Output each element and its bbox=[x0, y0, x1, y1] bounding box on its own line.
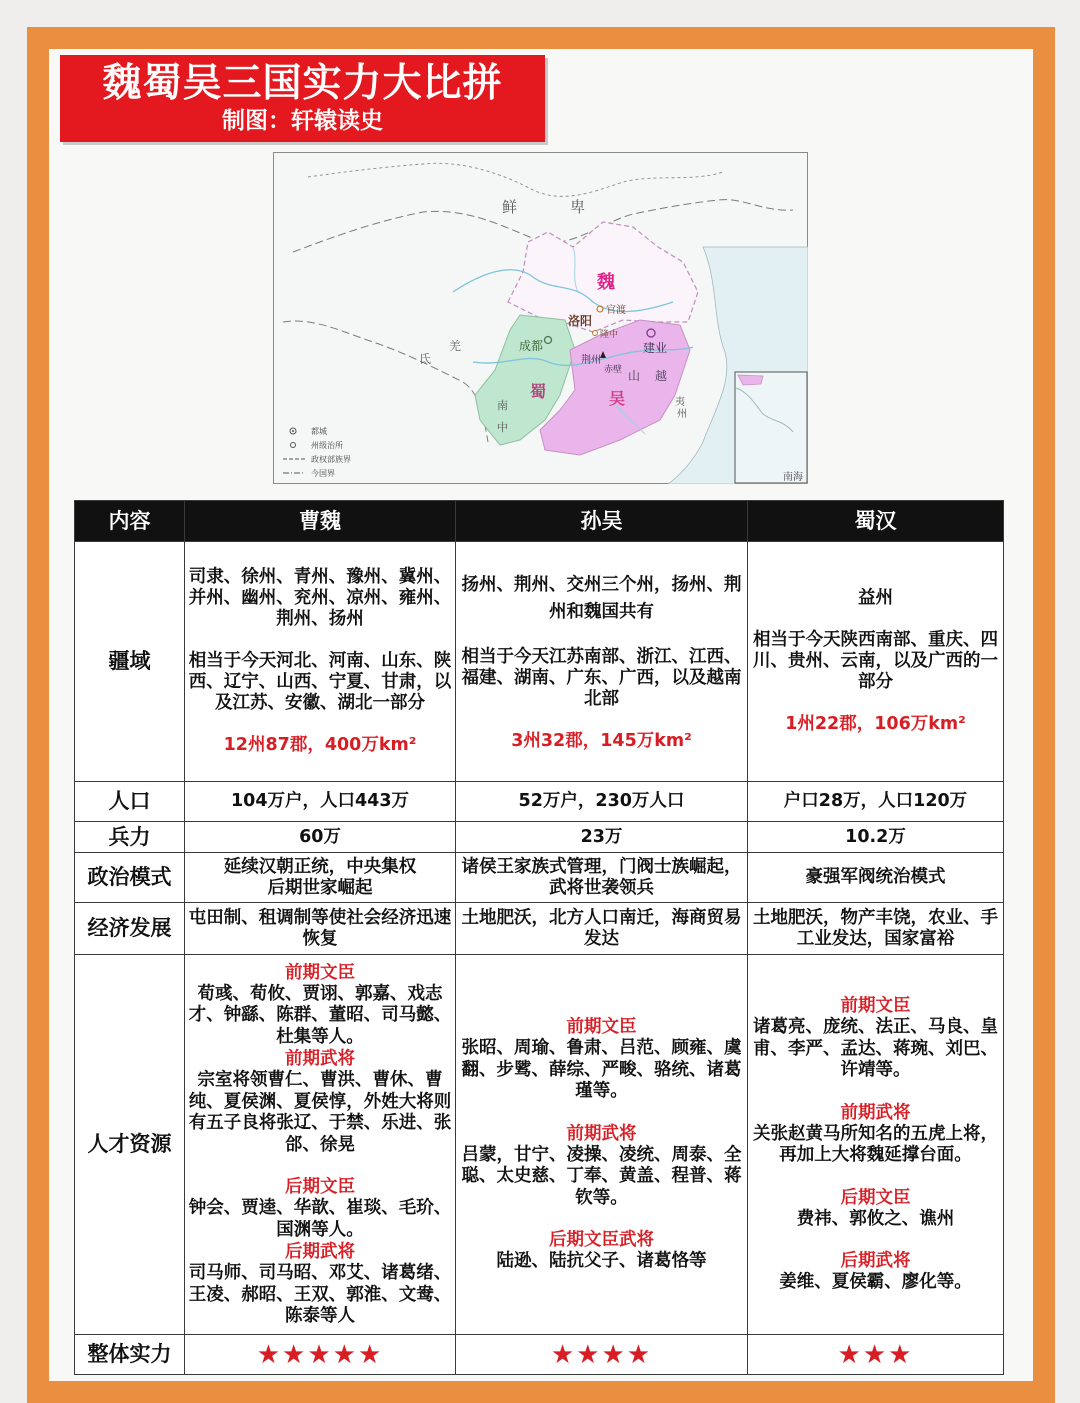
row-label-politics: 政治模式 bbox=[75, 853, 185, 903]
talent-group bbox=[189, 1176, 452, 1241]
talent-group bbox=[497, 1229, 707, 1273]
label-qiang: 羌 bbox=[449, 339, 462, 353]
talent-names: 司马师、司马昭、邓艾、诸葛绪、 王凌、郝昭、王双、郭淮、文鸯、 陈泰等人 bbox=[188, 1263, 452, 1326]
row-economy bbox=[75, 903, 1004, 955]
title-banner bbox=[60, 55, 545, 142]
label-longzhong: 隆中 bbox=[600, 330, 619, 340]
talent-names: 张昭、周瑜、鲁肃、吕范、顾雍、虞 翻、步骘、薛综、严畯、骆统、诸葛 瑾等。 bbox=[461, 1038, 742, 1102]
talent-group bbox=[779, 1250, 972, 1294]
label-di: 氐 bbox=[419, 352, 432, 366]
talent-group bbox=[753, 1102, 998, 1167]
header-wu: 孙吴 bbox=[456, 501, 748, 542]
capital-legend-dot-icon bbox=[292, 430, 294, 432]
talent-heading: 前期武将 bbox=[840, 1102, 911, 1123]
territory-provinces: 益州 bbox=[858, 588, 893, 608]
row-population bbox=[75, 782, 1004, 822]
row-politics bbox=[75, 853, 1004, 903]
cell-politics-shu: 豪强军阀统治模式 bbox=[748, 853, 1004, 903]
cell-population-wu: 52万户，230万人口 bbox=[456, 782, 748, 822]
label-chengdu: 成都 bbox=[519, 339, 544, 353]
row-label-population: 人口 bbox=[75, 782, 185, 822]
row-label-troops: 兵力 bbox=[75, 822, 185, 853]
talent-group bbox=[797, 1187, 955, 1231]
label-guandu: 官渡 bbox=[606, 305, 626, 316]
talent-group bbox=[189, 1048, 452, 1156]
cell-talent-wei bbox=[185, 955, 456, 1335]
cell-overall-shu bbox=[748, 1335, 1004, 1375]
label-yi: 夷 bbox=[675, 397, 685, 408]
talent-names: 荀彧、荀攸、贾诩、郭嘉、戏志 才、钟繇、陈群、董昭、司马懿、 杜集等人。 bbox=[188, 983, 452, 1047]
row-label-territory: 疆域 bbox=[75, 542, 185, 782]
territory-stack bbox=[748, 588, 1003, 735]
row-label-talent: 人才资源 bbox=[75, 955, 185, 1335]
cell-overall-wei bbox=[185, 1335, 456, 1375]
talent-heading: 后期武将 bbox=[285, 1242, 355, 1262]
talent-heading: 前期武将 bbox=[285, 1049, 355, 1069]
legend-capital: 都城 bbox=[311, 427, 327, 436]
cell-troops-wu: 23万 bbox=[456, 822, 748, 853]
legend-modern-border: 今国界 bbox=[311, 469, 335, 478]
label-jingzhou: 荆州 bbox=[581, 355, 601, 366]
talent-heading: 前期文臣 bbox=[285, 962, 355, 983]
talent-names: 姜维、夏侯霸、廖化等。 bbox=[779, 1272, 972, 1293]
talent-heading: 后期文臣武将 bbox=[549, 1230, 654, 1251]
label-shu: 蜀 bbox=[530, 382, 547, 401]
row-territory bbox=[75, 542, 1004, 782]
label-chibi: 赤壁 bbox=[604, 365, 623, 375]
cell-economy-wu: 土地肥沃，北方人口南迁，海商贸易 发达 bbox=[456, 903, 748, 955]
cell-economy-shu: 土地肥沃，物产丰饶，农业、手 工业发达，国家富裕 bbox=[748, 903, 1004, 955]
talent-heading: 前期文臣 bbox=[840, 996, 911, 1017]
label-nan: 南 bbox=[497, 399, 508, 412]
row-label-economy: 经济发展 bbox=[75, 903, 185, 955]
label-xian: 鲜 bbox=[502, 198, 518, 216]
territory-modern: 相当于今天江苏南部、浙江、江西、 福建、湖南、广东、广西，以及越南 北部 bbox=[461, 646, 742, 709]
talent-group bbox=[462, 1016, 742, 1103]
cell-economy-wei: 屯田制、租调制等使社会经济迅速 恢复 bbox=[185, 903, 456, 955]
cell-overall-wu bbox=[456, 1335, 748, 1375]
territory-provinces: 司隶、徐州、青州、豫州、冀州、 并州、幽州、兖州、凉州、雍州、 荆州、扬州 bbox=[188, 567, 452, 629]
talent-names: 关张赵黄马所知名的五虎上将， 再加上大将魏延撑台面。 bbox=[753, 1123, 998, 1166]
cell-politics-wu: 诸侯王家族式管理，门阀士族崛起， 武将世袭领兵 bbox=[456, 853, 748, 903]
page-credit: 制图：轩辕读史 bbox=[222, 107, 383, 134]
cell-troops-shu: 10.2万 bbox=[748, 822, 1004, 853]
label-wei: 魏 bbox=[597, 272, 615, 293]
row-talent bbox=[75, 955, 1004, 1335]
label-nanhai: 南海 bbox=[783, 472, 803, 483]
cell-troops-wei: 60万 bbox=[185, 822, 456, 853]
star-rating: ★★★★ bbox=[550, 1339, 653, 1370]
talent-list bbox=[185, 962, 455, 1328]
talent-group bbox=[462, 1123, 742, 1210]
cell-politics-wei: 延续汉朝正统，中央集权 后期世家崛起 bbox=[185, 853, 456, 903]
legend-regime-border: 政权部族界 bbox=[311, 455, 351, 464]
territory-stats: 3州32郡，145万km² bbox=[511, 730, 692, 751]
label-yue: 越 bbox=[655, 369, 668, 383]
header-content: 内容 bbox=[75, 501, 185, 542]
talent-group bbox=[189, 962, 452, 1049]
cell-territory-wu bbox=[456, 542, 748, 782]
talent-heading: 后期武将 bbox=[840, 1251, 911, 1272]
talent-names: 费祎、郭攸之、谯州 bbox=[796, 1208, 955, 1229]
talent-heading: 后期文臣 bbox=[840, 1187, 911, 1208]
talent-list bbox=[748, 995, 1003, 1294]
map-svg bbox=[273, 152, 808, 484]
territory-stack bbox=[185, 567, 455, 756]
talent-names: 诸葛亮、庞统、法正、马良、皇 甫、李严、孟达、蒋琬、刘巴、 许靖等。 bbox=[753, 1017, 998, 1081]
talent-names: 钟会、贾逵、华歆、崔琰、毛玠、 国渊等人。 bbox=[188, 1198, 452, 1240]
talent-group bbox=[753, 995, 998, 1082]
cell-territory-wei bbox=[185, 542, 456, 782]
talent-names: 宗室将领曹仁、曹洪、曹休、曹 纯、夏侯渊、夏侯惇，外姓大将则 有五子良将张辽、于禁、乐进、张 郃、徐晃 bbox=[188, 1070, 452, 1155]
comparison-table bbox=[74, 500, 1004, 1375]
row-label-overall: 整体实力 bbox=[75, 1335, 185, 1375]
territory-stack bbox=[456, 572, 747, 752]
territory-stats: 1州22郡，106万km² bbox=[785, 714, 966, 734]
label-jianye: 建业 bbox=[643, 341, 668, 355]
header-shu: 蜀汉 bbox=[748, 501, 1004, 542]
star-rating: ★★★ bbox=[837, 1339, 914, 1370]
cell-population-wei: 104万户，人口443万 bbox=[185, 782, 456, 822]
label-shan: 山 bbox=[628, 369, 641, 383]
territory-stats: 12州87郡，400万km² bbox=[223, 735, 417, 755]
talent-names: 陆逊、陆抗父子、诸葛恪等 bbox=[496, 1251, 707, 1272]
talent-names: 吕蒙，甘宁、凌操、凌统、周泰、全 聪、太史慈、丁奉、黄盖、程普、蒋 钦等。 bbox=[461, 1144, 742, 1208]
three-kingdoms-map bbox=[273, 152, 808, 484]
cell-talent-wu bbox=[456, 955, 748, 1335]
cell-territory-shu bbox=[748, 542, 1004, 782]
talent-list bbox=[456, 1016, 747, 1273]
page-title: 魏蜀吴三国实力大比拼 bbox=[102, 60, 503, 106]
label-luoyang: 洛阳 bbox=[568, 314, 593, 328]
star-rating: ★★★★★ bbox=[256, 1339, 384, 1370]
territory-provinces: 扬州、荆州、交州三个州，扬州、荆 州和魏国共有 bbox=[461, 574, 742, 622]
territory-modern: 相当于今天河北、河南、山东、陕 西、辽宁、山西、宁夏、甘肃，以 及江苏、安徽、湖北一部分 bbox=[188, 651, 452, 713]
row-troops bbox=[75, 822, 1004, 853]
inset-frame bbox=[735, 372, 807, 483]
label-zhou: 州 bbox=[677, 409, 687, 420]
row-overall bbox=[75, 1335, 1004, 1375]
territory-modern: 相当于今天陕西南部、重庆、四 川、贵州、云南，以及广西的一 部分 bbox=[753, 630, 998, 692]
talent-heading: 后期文臣 bbox=[285, 1177, 355, 1197]
header-wei: 曹魏 bbox=[185, 501, 456, 542]
label-bei: 卑 bbox=[570, 198, 586, 216]
header-row bbox=[75, 501, 1004, 542]
talent-group bbox=[189, 1241, 452, 1328]
talent-heading: 前期文臣 bbox=[566, 1017, 637, 1038]
label-zhong: 中 bbox=[497, 421, 508, 434]
cell-population-shu: 户口28万，人口120万 bbox=[748, 782, 1004, 822]
legend-prefecture: 州级治所 bbox=[311, 441, 343, 450]
label-wu: 吴 bbox=[609, 389, 626, 408]
talent-heading: 前期武将 bbox=[566, 1123, 637, 1144]
south-sea-inset bbox=[735, 372, 807, 483]
cell-talent-shu bbox=[748, 955, 1004, 1335]
